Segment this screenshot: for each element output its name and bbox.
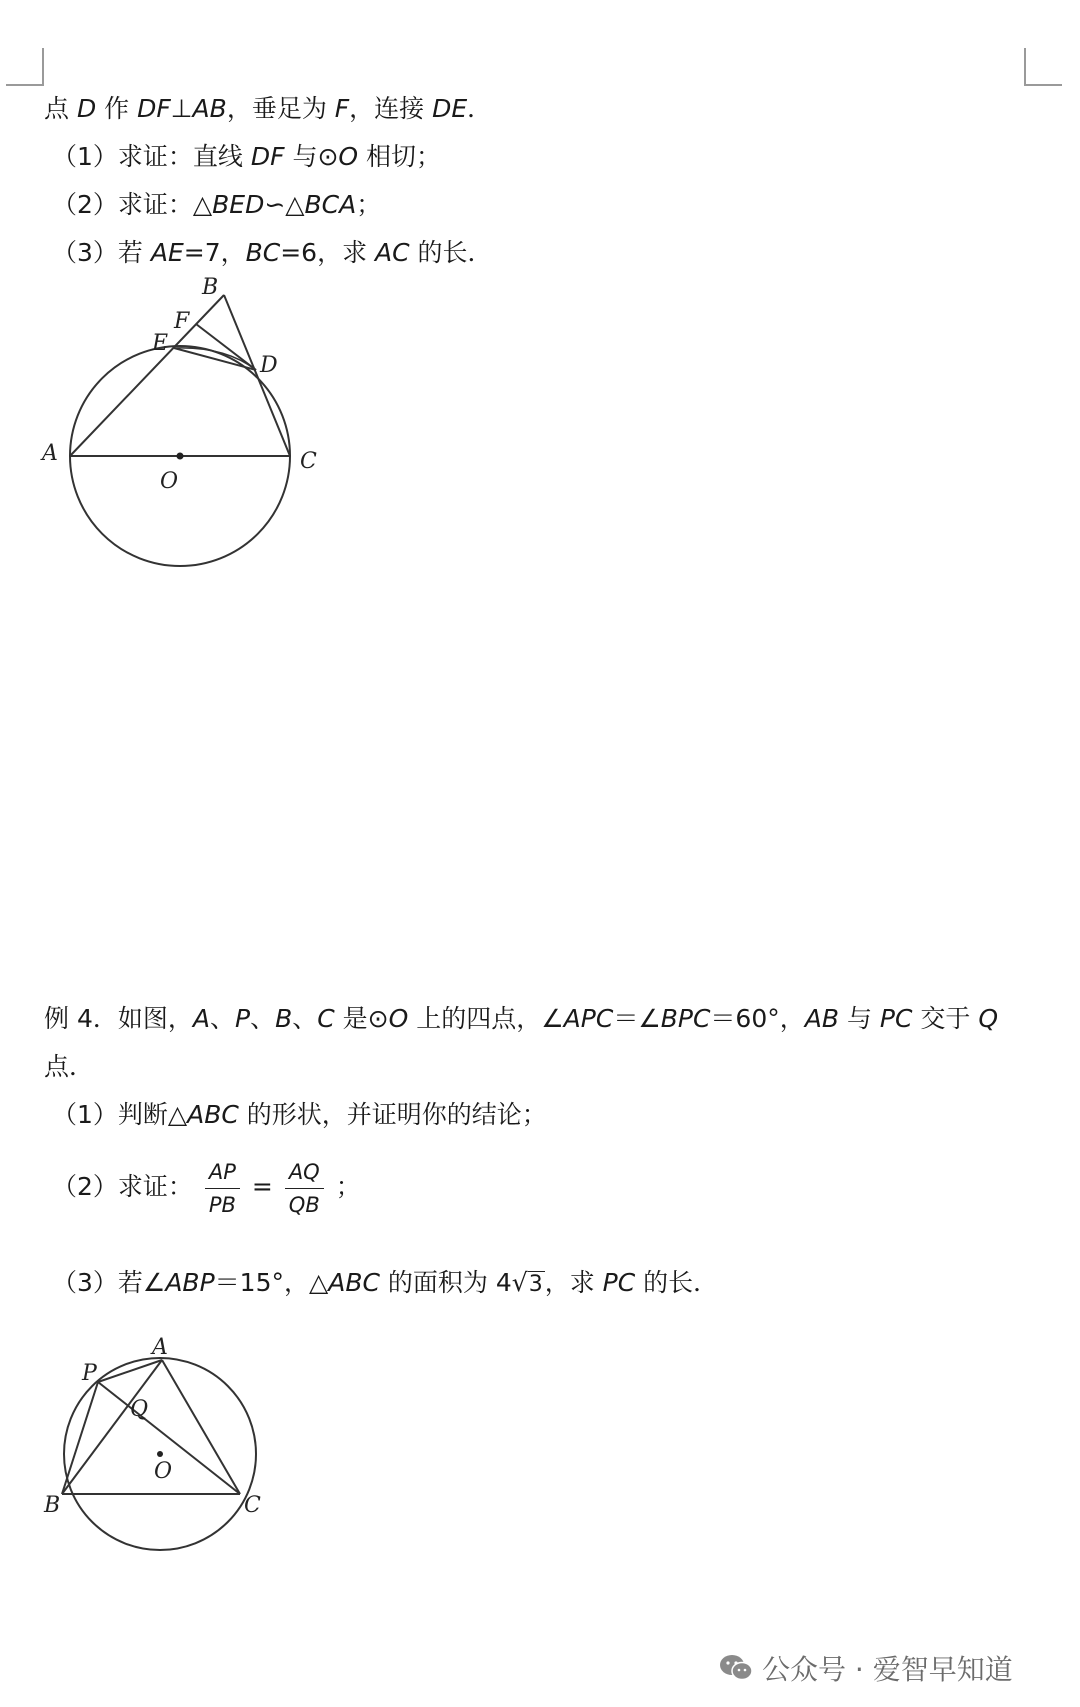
question-2: （2）求证：△BED∽△BCA； <box>52 190 382 219</box>
label-b: B <box>202 275 219 300</box>
label-d: D <box>260 353 278 378</box>
segment-pb <box>62 1382 98 1494</box>
page-corner-top-right <box>1024 48 1062 86</box>
label-a-2: A <box>152 1335 168 1360</box>
question-1: （1）求证：直线 DF 与⊙O 相切； <box>52 142 442 171</box>
label-c-2: C <box>244 1493 261 1518</box>
question-3: （3）若 AE=7，BC=6，求 AC 的长． <box>52 238 493 267</box>
problem-intro-line: 点 D 作 DF⊥AB，垂足为 F，连接 DE． <box>44 94 493 123</box>
center-point-o <box>177 453 184 460</box>
square-root: √3 <box>511 1268 543 1297</box>
label-f: F <box>174 309 190 334</box>
watermark-text: 公众号 · 爱智早知道 <box>762 1653 1013 1686</box>
label-q: Q <box>130 1397 149 1422</box>
label-o-2: O <box>154 1459 173 1484</box>
wechat-icon <box>718 1653 754 1690</box>
label-b-2: B <box>44 1493 61 1518</box>
page-corner-top-left <box>6 48 44 86</box>
segment-ac-2 <box>162 1360 240 1494</box>
fraction-aq-qb: $\frac{AQ}{QB}$ <box>285 1158 324 1219</box>
example-4-heading-cont: 点． <box>44 1052 95 1081</box>
segment-ab <box>70 295 224 456</box>
geometry-figure-1 <box>30 268 350 578</box>
fraction-ap-pb: $\frac{AP}{PB}$ <box>205 1158 240 1219</box>
center-point-o-2 <box>157 1451 163 1457</box>
example-4-question-1: （1）判断△ABC 的形状，并证明你的结论； <box>52 1100 547 1129</box>
label-e: E <box>152 331 169 356</box>
segment-bc <box>224 295 290 456</box>
example-4-question-2: （2）求证： $\frac{AP}{PB}$ = $\frac{AQ}{QB}$ ； <box>52 1159 361 1217</box>
label-o: O <box>160 469 179 494</box>
example-4-heading: 例 4．如图，A、P、B、C 是⊙O 上的四点，∠APC＝∠BPC＝60°，AB 与 PC 交于 Q <box>44 1004 999 1033</box>
label-a: A <box>42 441 58 466</box>
label-c: C <box>300 449 317 474</box>
geometry-figure-2 <box>40 1330 300 1560</box>
watermark <box>718 1648 1013 1690</box>
label-p: P <box>82 1361 97 1386</box>
example-4-question-3: （3）若∠ABP＝15°，△ABC 的面积为 4√3，求 PC 的长． <box>52 1266 718 1302</box>
segment-ab-2 <box>62 1360 162 1494</box>
